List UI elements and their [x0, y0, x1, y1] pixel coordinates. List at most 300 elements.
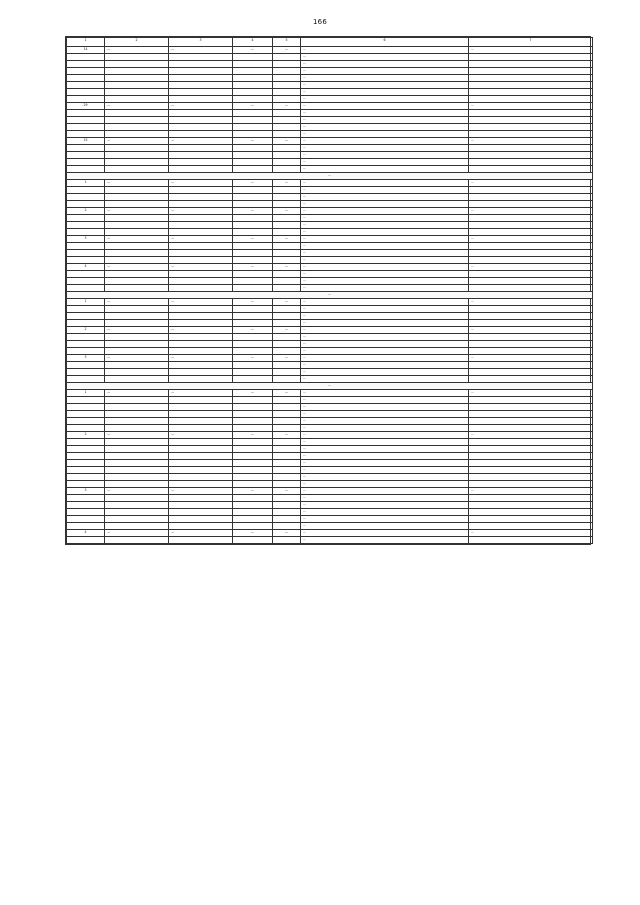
locality-cell	[105, 82, 169, 89]
street-cell	[169, 348, 233, 355]
row-index-cell	[67, 341, 105, 348]
work-type-cell: …	[301, 320, 469, 327]
table-row	[67, 474, 593, 481]
house-cell	[233, 495, 273, 502]
house-cell	[233, 418, 273, 425]
house-cell	[233, 439, 273, 446]
work-type-cell: …	[301, 271, 469, 278]
year-cell	[273, 250, 301, 257]
table-row	[67, 355, 593, 362]
locality-cell	[105, 495, 169, 502]
street-cell	[169, 75, 233, 82]
code-cell: …	[469, 47, 593, 54]
table-row	[67, 376, 593, 383]
year-cell	[273, 516, 301, 523]
row-index-cell	[67, 187, 105, 194]
year-cell	[273, 75, 301, 82]
code-cell: …	[469, 236, 593, 243]
code-cell	[469, 75, 593, 82]
table-row	[67, 257, 593, 264]
row-index-cell	[67, 348, 105, 355]
code-cell: …	[469, 530, 593, 537]
row-index-cell	[67, 110, 105, 117]
row-index-cell	[67, 117, 105, 124]
work-type-cell: …	[301, 495, 469, 502]
code-cell: …	[469, 390, 593, 397]
locality-cell	[105, 159, 169, 166]
code-cell	[469, 481, 593, 488]
house-cell	[233, 467, 273, 474]
table-row	[67, 75, 593, 82]
code-cell	[469, 418, 593, 425]
locality-cell	[105, 110, 169, 117]
locality-cell	[105, 194, 169, 201]
street-cell: —	[169, 327, 233, 334]
code-cell	[469, 446, 593, 453]
data-table	[66, 37, 593, 544]
table-row	[67, 250, 593, 257]
house-cell	[233, 341, 273, 348]
code-cell	[469, 285, 593, 292]
house-cell	[233, 362, 273, 369]
locality-cell	[105, 523, 169, 530]
year-cell	[273, 278, 301, 285]
locality-cell: —	[105, 236, 169, 243]
work-type-cell: …	[301, 418, 469, 425]
row-index-cell	[67, 61, 105, 68]
street-cell	[169, 411, 233, 418]
locality-cell	[105, 369, 169, 376]
work-type-cell: …	[301, 453, 469, 460]
table-row	[67, 390, 593, 397]
house-cell	[233, 250, 273, 257]
year-cell	[273, 453, 301, 460]
locality-cell	[105, 68, 169, 75]
table-header-row	[67, 38, 593, 47]
work-type-cell: …	[301, 327, 469, 334]
row-index-cell	[67, 257, 105, 264]
row-index-cell	[67, 509, 105, 516]
code-cell	[469, 439, 593, 446]
code-cell	[469, 278, 593, 285]
year-cell	[273, 446, 301, 453]
house-cell	[233, 229, 273, 236]
row-index-cell: 3	[67, 488, 105, 495]
year-cell	[273, 460, 301, 467]
table-row	[67, 334, 593, 341]
year-cell	[273, 376, 301, 383]
table-row	[67, 509, 593, 516]
code-cell	[469, 159, 593, 166]
year-cell	[273, 61, 301, 68]
table-row	[67, 208, 593, 215]
table-row	[67, 341, 593, 348]
year-cell	[273, 187, 301, 194]
locality-cell	[105, 271, 169, 278]
street-cell	[169, 257, 233, 264]
table-row	[67, 47, 593, 54]
code-cell: …	[469, 264, 593, 271]
code-cell: …	[469, 432, 593, 439]
locality-cell	[105, 54, 169, 61]
work-type-cell: …	[301, 376, 469, 383]
house-cell	[233, 474, 273, 481]
work-type-cell: …	[301, 201, 469, 208]
row-index-cell: 3	[67, 236, 105, 243]
house-cell: —	[233, 47, 273, 54]
house-cell	[233, 243, 273, 250]
house-cell	[233, 75, 273, 82]
work-type-cell: …	[301, 404, 469, 411]
work-type-cell: …	[301, 131, 469, 138]
house-cell	[233, 537, 273, 544]
street-cell	[169, 369, 233, 376]
table-row	[67, 145, 593, 152]
code-cell	[469, 495, 593, 502]
house-cell	[233, 61, 273, 68]
code-cell	[469, 467, 593, 474]
house-cell	[233, 509, 273, 516]
locality-cell	[105, 166, 169, 173]
work-type-cell: …	[301, 82, 469, 89]
year-cell	[273, 467, 301, 474]
year-cell	[273, 334, 301, 341]
locality-cell: —	[105, 530, 169, 537]
locality-cell: —	[105, 180, 169, 187]
table-section-row	[67, 292, 593, 299]
code-cell	[469, 215, 593, 222]
street-cell	[169, 215, 233, 222]
house-cell	[233, 110, 273, 117]
work-type-cell: …	[301, 460, 469, 467]
locality-cell	[105, 278, 169, 285]
row-index-cell	[67, 271, 105, 278]
house-cell	[233, 397, 273, 404]
row-index-cell	[67, 362, 105, 369]
locality-cell	[105, 222, 169, 229]
house-cell	[233, 446, 273, 453]
year-cell	[273, 537, 301, 544]
street-cell: —	[169, 299, 233, 306]
table-row	[67, 313, 593, 320]
year-cell	[273, 348, 301, 355]
house-cell	[233, 201, 273, 208]
row-index-cell	[67, 523, 105, 530]
house-cell	[233, 502, 273, 509]
year-cell	[273, 418, 301, 425]
work-type-cell: …	[301, 117, 469, 124]
locality-cell	[105, 376, 169, 383]
locality-cell	[105, 348, 169, 355]
year-cell	[273, 243, 301, 250]
work-type-cell: …	[301, 299, 469, 306]
row-index-cell: 15	[67, 138, 105, 145]
table-row	[67, 264, 593, 271]
table-header-cell: 5	[273, 38, 301, 47]
work-type-cell: …	[301, 208, 469, 215]
row-index-cell	[67, 96, 105, 103]
year-cell	[273, 369, 301, 376]
street-cell: —	[169, 180, 233, 187]
street-cell	[169, 404, 233, 411]
house-cell	[233, 320, 273, 327]
table-row	[67, 460, 593, 467]
table-row	[67, 516, 593, 523]
work-type-cell: …	[301, 89, 469, 96]
house-cell	[233, 306, 273, 313]
street-cell	[169, 285, 233, 292]
table-row	[67, 453, 593, 460]
work-type-cell: …	[301, 61, 469, 68]
table-row	[67, 131, 593, 138]
work-type-cell: …	[301, 432, 469, 439]
year-cell: —	[273, 432, 301, 439]
locality-cell	[105, 509, 169, 516]
work-type-cell: …	[301, 138, 469, 145]
house-cell: —	[233, 103, 273, 110]
street-cell: —	[169, 530, 233, 537]
house-cell: —	[233, 390, 273, 397]
work-type-cell: …	[301, 425, 469, 432]
code-cell	[469, 110, 593, 117]
street-cell	[169, 446, 233, 453]
code-cell	[469, 523, 593, 530]
code-cell	[469, 187, 593, 194]
house-cell: —	[233, 299, 273, 306]
house-cell: —	[233, 208, 273, 215]
work-type-cell: …	[301, 348, 469, 355]
page-number: 166	[313, 18, 327, 26]
street-cell	[169, 418, 233, 425]
year-cell	[273, 131, 301, 138]
year-cell: —	[273, 530, 301, 537]
year-cell	[273, 313, 301, 320]
year-cell	[273, 159, 301, 166]
row-index-cell	[67, 460, 105, 467]
table-row	[67, 89, 593, 96]
row-index-cell: 2	[67, 208, 105, 215]
locality-cell	[105, 145, 169, 152]
street-cell: —	[169, 432, 233, 439]
work-type-cell: …	[301, 502, 469, 509]
year-cell	[273, 89, 301, 96]
code-cell	[469, 54, 593, 61]
year-cell	[273, 320, 301, 327]
house-cell	[233, 516, 273, 523]
year-cell: —	[273, 488, 301, 495]
table-row	[67, 271, 593, 278]
street-cell	[169, 68, 233, 75]
code-cell	[469, 348, 593, 355]
house-cell	[233, 96, 273, 103]
locality-cell: —	[105, 327, 169, 334]
work-type-cell: …	[301, 194, 469, 201]
row-index-cell: 2	[67, 432, 105, 439]
house-cell	[233, 257, 273, 264]
code-cell	[469, 124, 593, 131]
locality-cell	[105, 397, 169, 404]
table-section-title: …	[67, 292, 593, 299]
street-cell	[169, 152, 233, 159]
code-cell	[469, 96, 593, 103]
street-cell	[169, 481, 233, 488]
table-row	[67, 411, 593, 418]
street-cell	[169, 271, 233, 278]
house-cell	[233, 194, 273, 201]
row-index-cell: 1	[67, 299, 105, 306]
locality-cell	[105, 334, 169, 341]
table-row	[67, 215, 593, 222]
locality-cell	[105, 362, 169, 369]
row-index-cell	[67, 54, 105, 61]
table-row	[67, 530, 593, 537]
table-row	[67, 229, 593, 236]
locality-cell	[105, 152, 169, 159]
row-index-cell: 29	[67, 103, 105, 110]
row-index-cell	[67, 285, 105, 292]
table-row	[67, 82, 593, 89]
code-cell: …	[469, 103, 593, 110]
code-cell	[469, 369, 593, 376]
table-row	[67, 159, 593, 166]
locality-cell: —	[105, 488, 169, 495]
work-type-cell: …	[301, 481, 469, 488]
year-cell	[273, 397, 301, 404]
year-cell: —	[273, 355, 301, 362]
street-cell	[169, 523, 233, 530]
year-cell	[273, 166, 301, 173]
street-cell	[169, 341, 233, 348]
table-row	[67, 222, 593, 229]
year-cell: —	[273, 236, 301, 243]
year-cell	[273, 341, 301, 348]
code-cell: …	[469, 488, 593, 495]
house-cell	[233, 348, 273, 355]
street-cell: —	[169, 103, 233, 110]
street-cell	[169, 159, 233, 166]
row-index-cell	[67, 75, 105, 82]
house-cell: —	[233, 180, 273, 187]
street-cell	[169, 187, 233, 194]
table-row	[67, 138, 593, 145]
street-cell	[169, 117, 233, 124]
house-cell	[233, 376, 273, 383]
house-cell	[233, 285, 273, 292]
row-index-cell	[67, 194, 105, 201]
work-type-cell: …	[301, 159, 469, 166]
work-type-cell: …	[301, 180, 469, 187]
table-row	[67, 481, 593, 488]
data-table-container	[65, 36, 591, 545]
house-cell	[233, 68, 273, 75]
code-cell	[469, 201, 593, 208]
locality-cell	[105, 502, 169, 509]
work-type-cell: …	[301, 530, 469, 537]
work-type-cell: …	[301, 96, 469, 103]
work-type-cell: …	[301, 446, 469, 453]
year-cell	[273, 411, 301, 418]
table-row	[67, 187, 593, 194]
locality-cell	[105, 537, 169, 544]
row-index-cell	[67, 376, 105, 383]
table-header-cell: 6	[301, 38, 469, 47]
row-index-cell	[67, 89, 105, 96]
street-cell	[169, 474, 233, 481]
year-cell: —	[273, 47, 301, 54]
street-cell: —	[169, 264, 233, 271]
row-index-cell	[67, 215, 105, 222]
year-cell	[273, 110, 301, 117]
street-cell	[169, 89, 233, 96]
work-type-cell: …	[301, 264, 469, 271]
year-cell	[273, 257, 301, 264]
code-cell	[469, 61, 593, 68]
code-cell	[469, 320, 593, 327]
house-cell	[233, 187, 273, 194]
street-cell	[169, 166, 233, 173]
table-row	[67, 61, 593, 68]
row-index-cell	[67, 537, 105, 544]
table-row	[67, 96, 593, 103]
row-index-cell: 4	[67, 264, 105, 271]
row-index-cell	[67, 474, 105, 481]
street-cell: —	[169, 236, 233, 243]
code-cell	[469, 229, 593, 236]
table-row	[67, 124, 593, 131]
row-index-cell	[67, 68, 105, 75]
locality-cell	[105, 131, 169, 138]
house-cell	[233, 523, 273, 530]
house-cell	[233, 453, 273, 460]
year-cell	[273, 194, 301, 201]
locality-cell	[105, 243, 169, 250]
code-cell	[469, 117, 593, 124]
row-index-cell	[67, 467, 105, 474]
street-cell	[169, 467, 233, 474]
street-cell	[169, 537, 233, 544]
street-cell	[169, 229, 233, 236]
year-cell	[273, 96, 301, 103]
code-cell	[469, 131, 593, 138]
year-cell	[273, 523, 301, 530]
locality-cell	[105, 425, 169, 432]
code-cell	[469, 89, 593, 96]
locality-cell	[105, 306, 169, 313]
street-cell	[169, 425, 233, 432]
table-row	[67, 68, 593, 75]
work-type-cell: …	[301, 306, 469, 313]
locality-cell	[105, 285, 169, 292]
house-cell	[233, 271, 273, 278]
row-index-cell	[67, 159, 105, 166]
table-row	[67, 180, 593, 187]
house-cell	[233, 411, 273, 418]
work-type-cell: …	[301, 152, 469, 159]
locality-cell: —	[105, 138, 169, 145]
row-index-cell	[67, 82, 105, 89]
code-cell	[469, 404, 593, 411]
house-cell	[233, 159, 273, 166]
work-type-cell: …	[301, 145, 469, 152]
locality-cell: —	[105, 264, 169, 271]
year-cell	[273, 271, 301, 278]
street-cell	[169, 509, 233, 516]
locality-cell: —	[105, 299, 169, 306]
house-cell	[233, 278, 273, 285]
row-index-cell	[67, 313, 105, 320]
street-cell	[169, 320, 233, 327]
code-cell	[469, 250, 593, 257]
